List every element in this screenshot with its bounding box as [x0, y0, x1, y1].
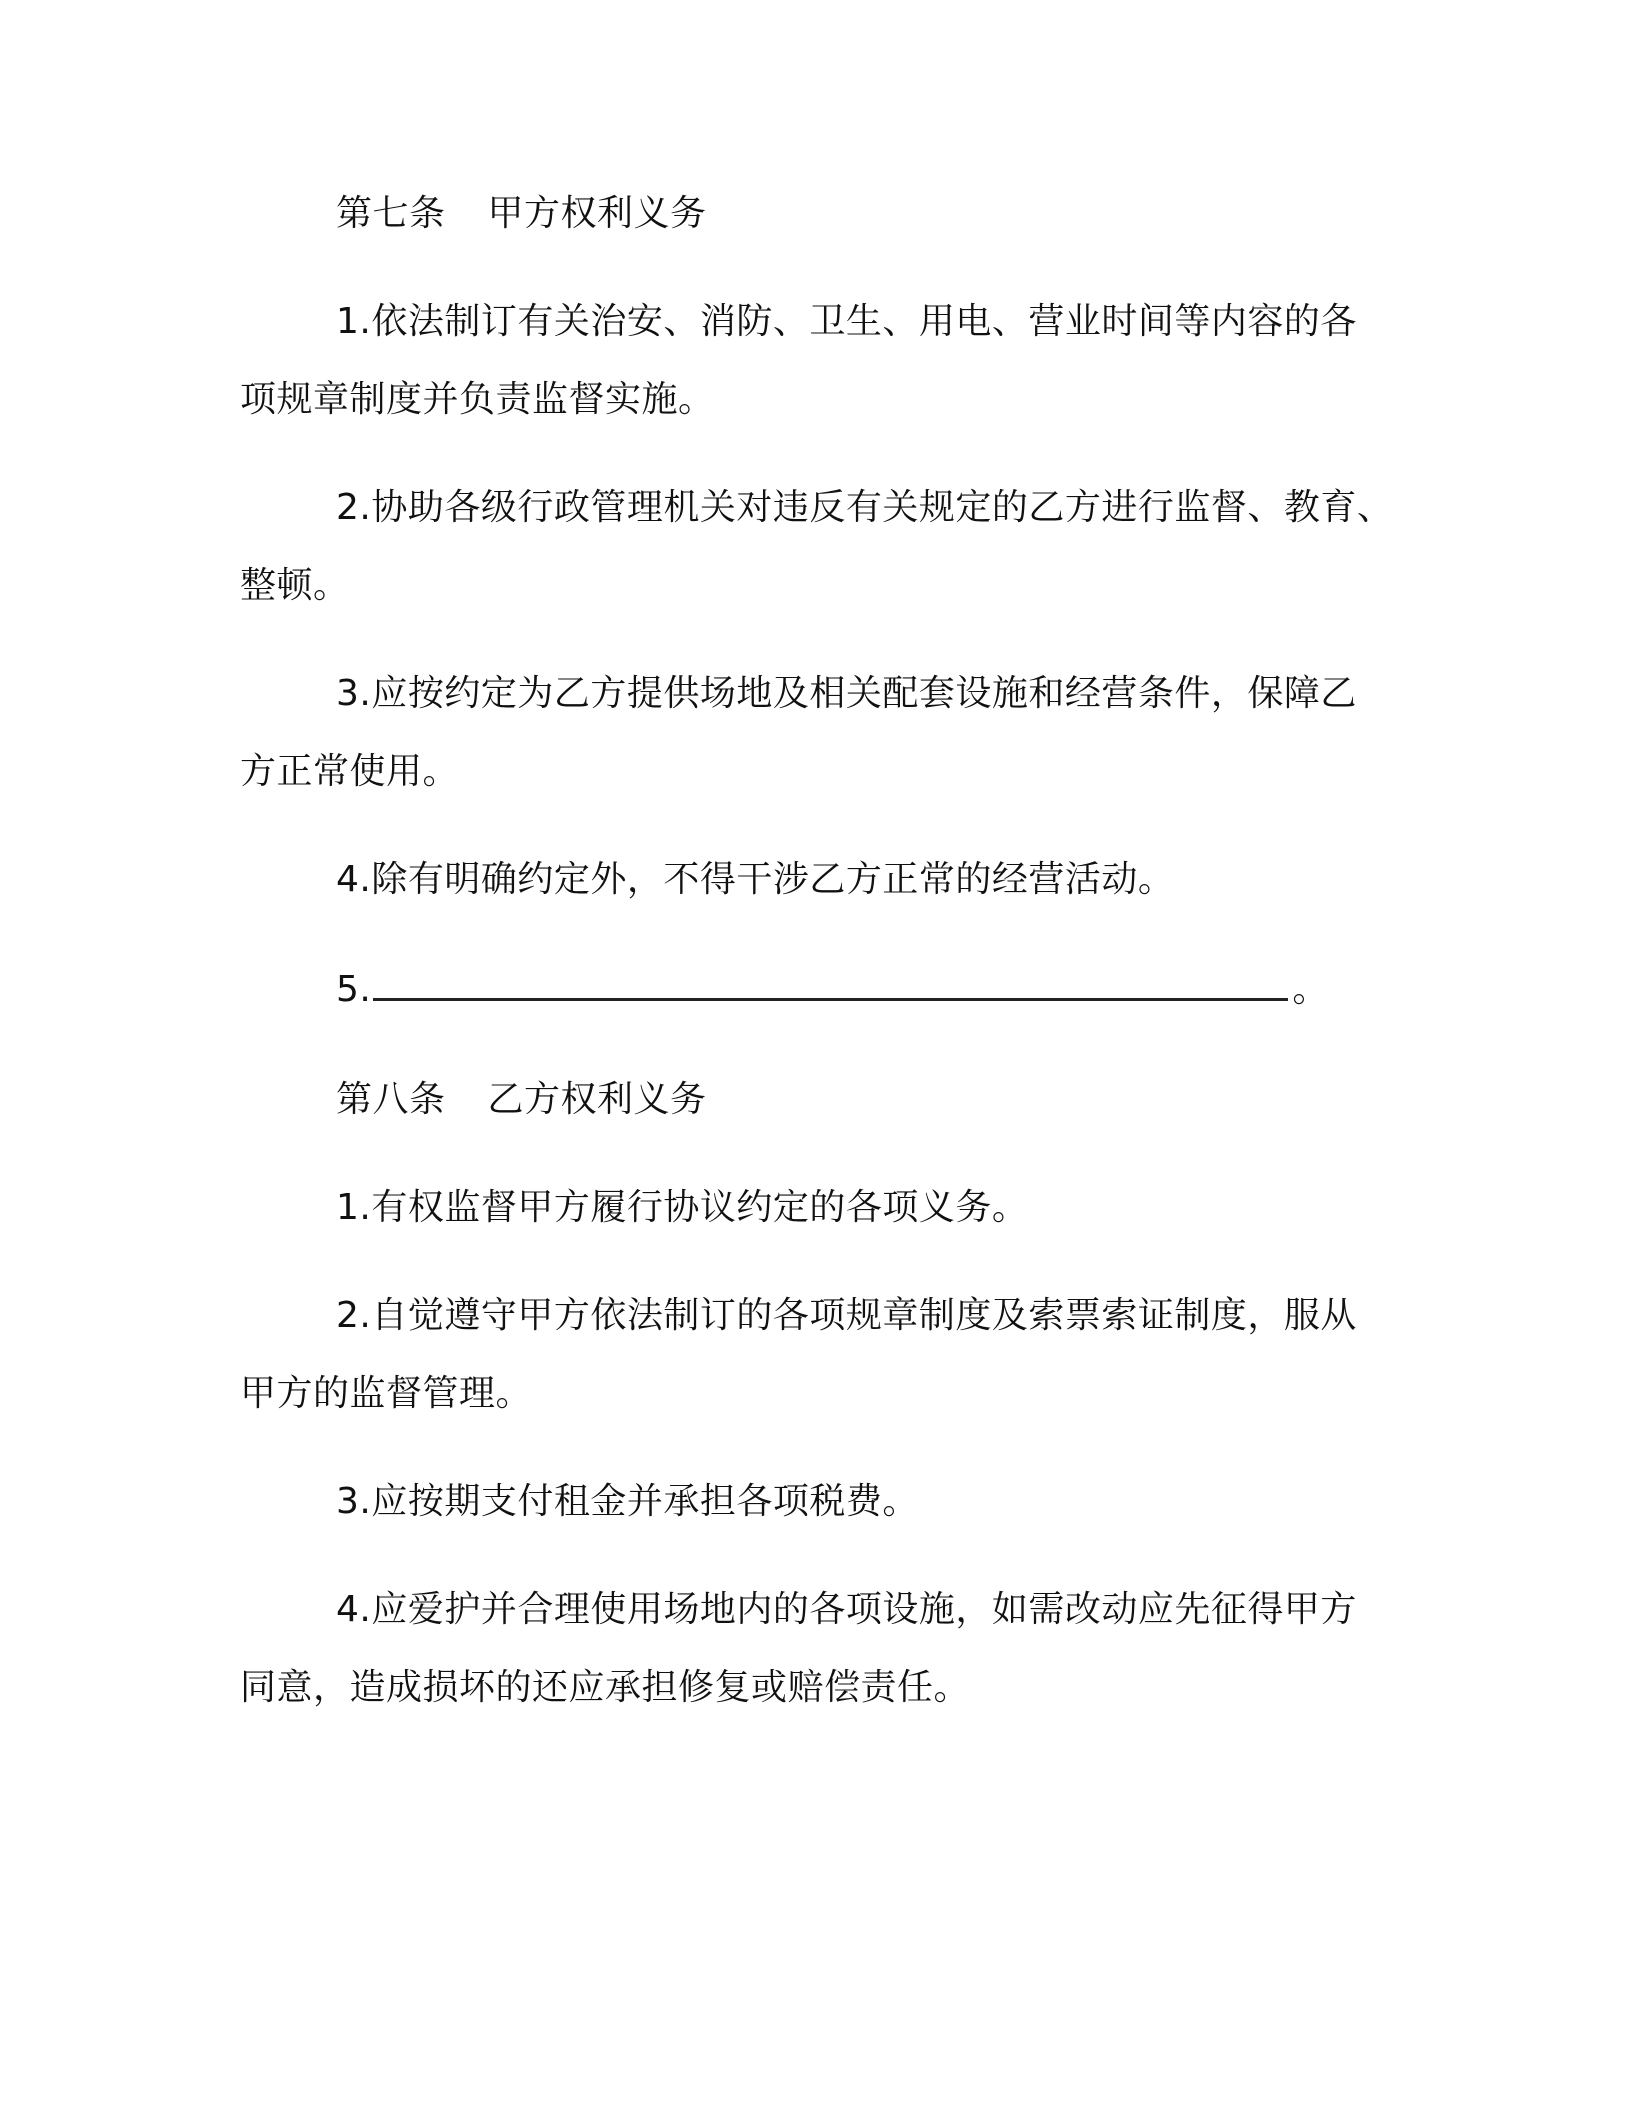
article-7-item-1 — [240, 298, 1400, 424]
paragraph-line: 项规章制度并负责监督实施。 — [240, 379, 715, 420]
item-5-number: 5. — [336, 969, 372, 1010]
item-5-end-mark: 。 — [1292, 969, 1329, 1010]
article-8-item-2 — [240, 1292, 1400, 1418]
article-7-item-5-blank — [240, 964, 1400, 1014]
article-7-item-3 — [240, 670, 1400, 796]
paragraph-line: 3.应按期支付租金并承担各项税费。 — [336, 1481, 919, 1522]
paragraph-line: 4.应爱护并合理使用场地内的各项设施，如需改动应先征得甲方 — [336, 1589, 1357, 1630]
article-7-item-2 — [240, 484, 1400, 610]
article-7-number: 第七条 — [336, 193, 446, 234]
article-8-item-4 — [240, 1586, 1400, 1712]
article-7-title: 甲方权利义务 — [487, 193, 707, 234]
article-8-number: 第八条 — [336, 1079, 446, 1120]
article-7-heading — [240, 190, 1400, 238]
article-8-item-3 — [240, 1478, 1400, 1526]
paragraph-line: 同意，造成损坏的还应承担修复或赔偿责任。 — [240, 1667, 971, 1708]
fill-in-blank-line[interactable] — [373, 964, 1288, 1001]
article-8-item-1 — [240, 1184, 1400, 1232]
paragraph-line: 1.依法制订有关治安、消防、卫生、用电、营业时间等内容的各 — [336, 301, 1357, 342]
paragraph-line: 4.除有明确约定外，不得干涉乙方正常的经营活动。 — [336, 859, 1175, 900]
article-8-heading — [240, 1076, 1400, 1124]
paragraph-line: 2.协助各级行政管理机关对违反有关规定的乙方进行监督、教育、 — [336, 487, 1394, 528]
paragraph-line: 方正常使用。 — [240, 751, 460, 792]
article-7-item-4 — [240, 856, 1400, 904]
article-8-title: 乙方权利义务 — [487, 1079, 707, 1120]
paragraph-line: 2.自觉遵守甲方依法制订的各项规章制度及索票索证制度，服从 — [336, 1295, 1357, 1336]
paragraph-line: 整顿。 — [240, 565, 350, 606]
paragraph-line: 3.应按约定为乙方提供场地及相关配套设施和经营条件，保障乙 — [336, 673, 1357, 714]
paragraph-line: 甲方的监督管理。 — [240, 1373, 533, 1414]
paragraph-line: 1.有权监督甲方履行协议约定的各项义务。 — [336, 1187, 1029, 1228]
document-body — [240, 190, 1400, 1772]
